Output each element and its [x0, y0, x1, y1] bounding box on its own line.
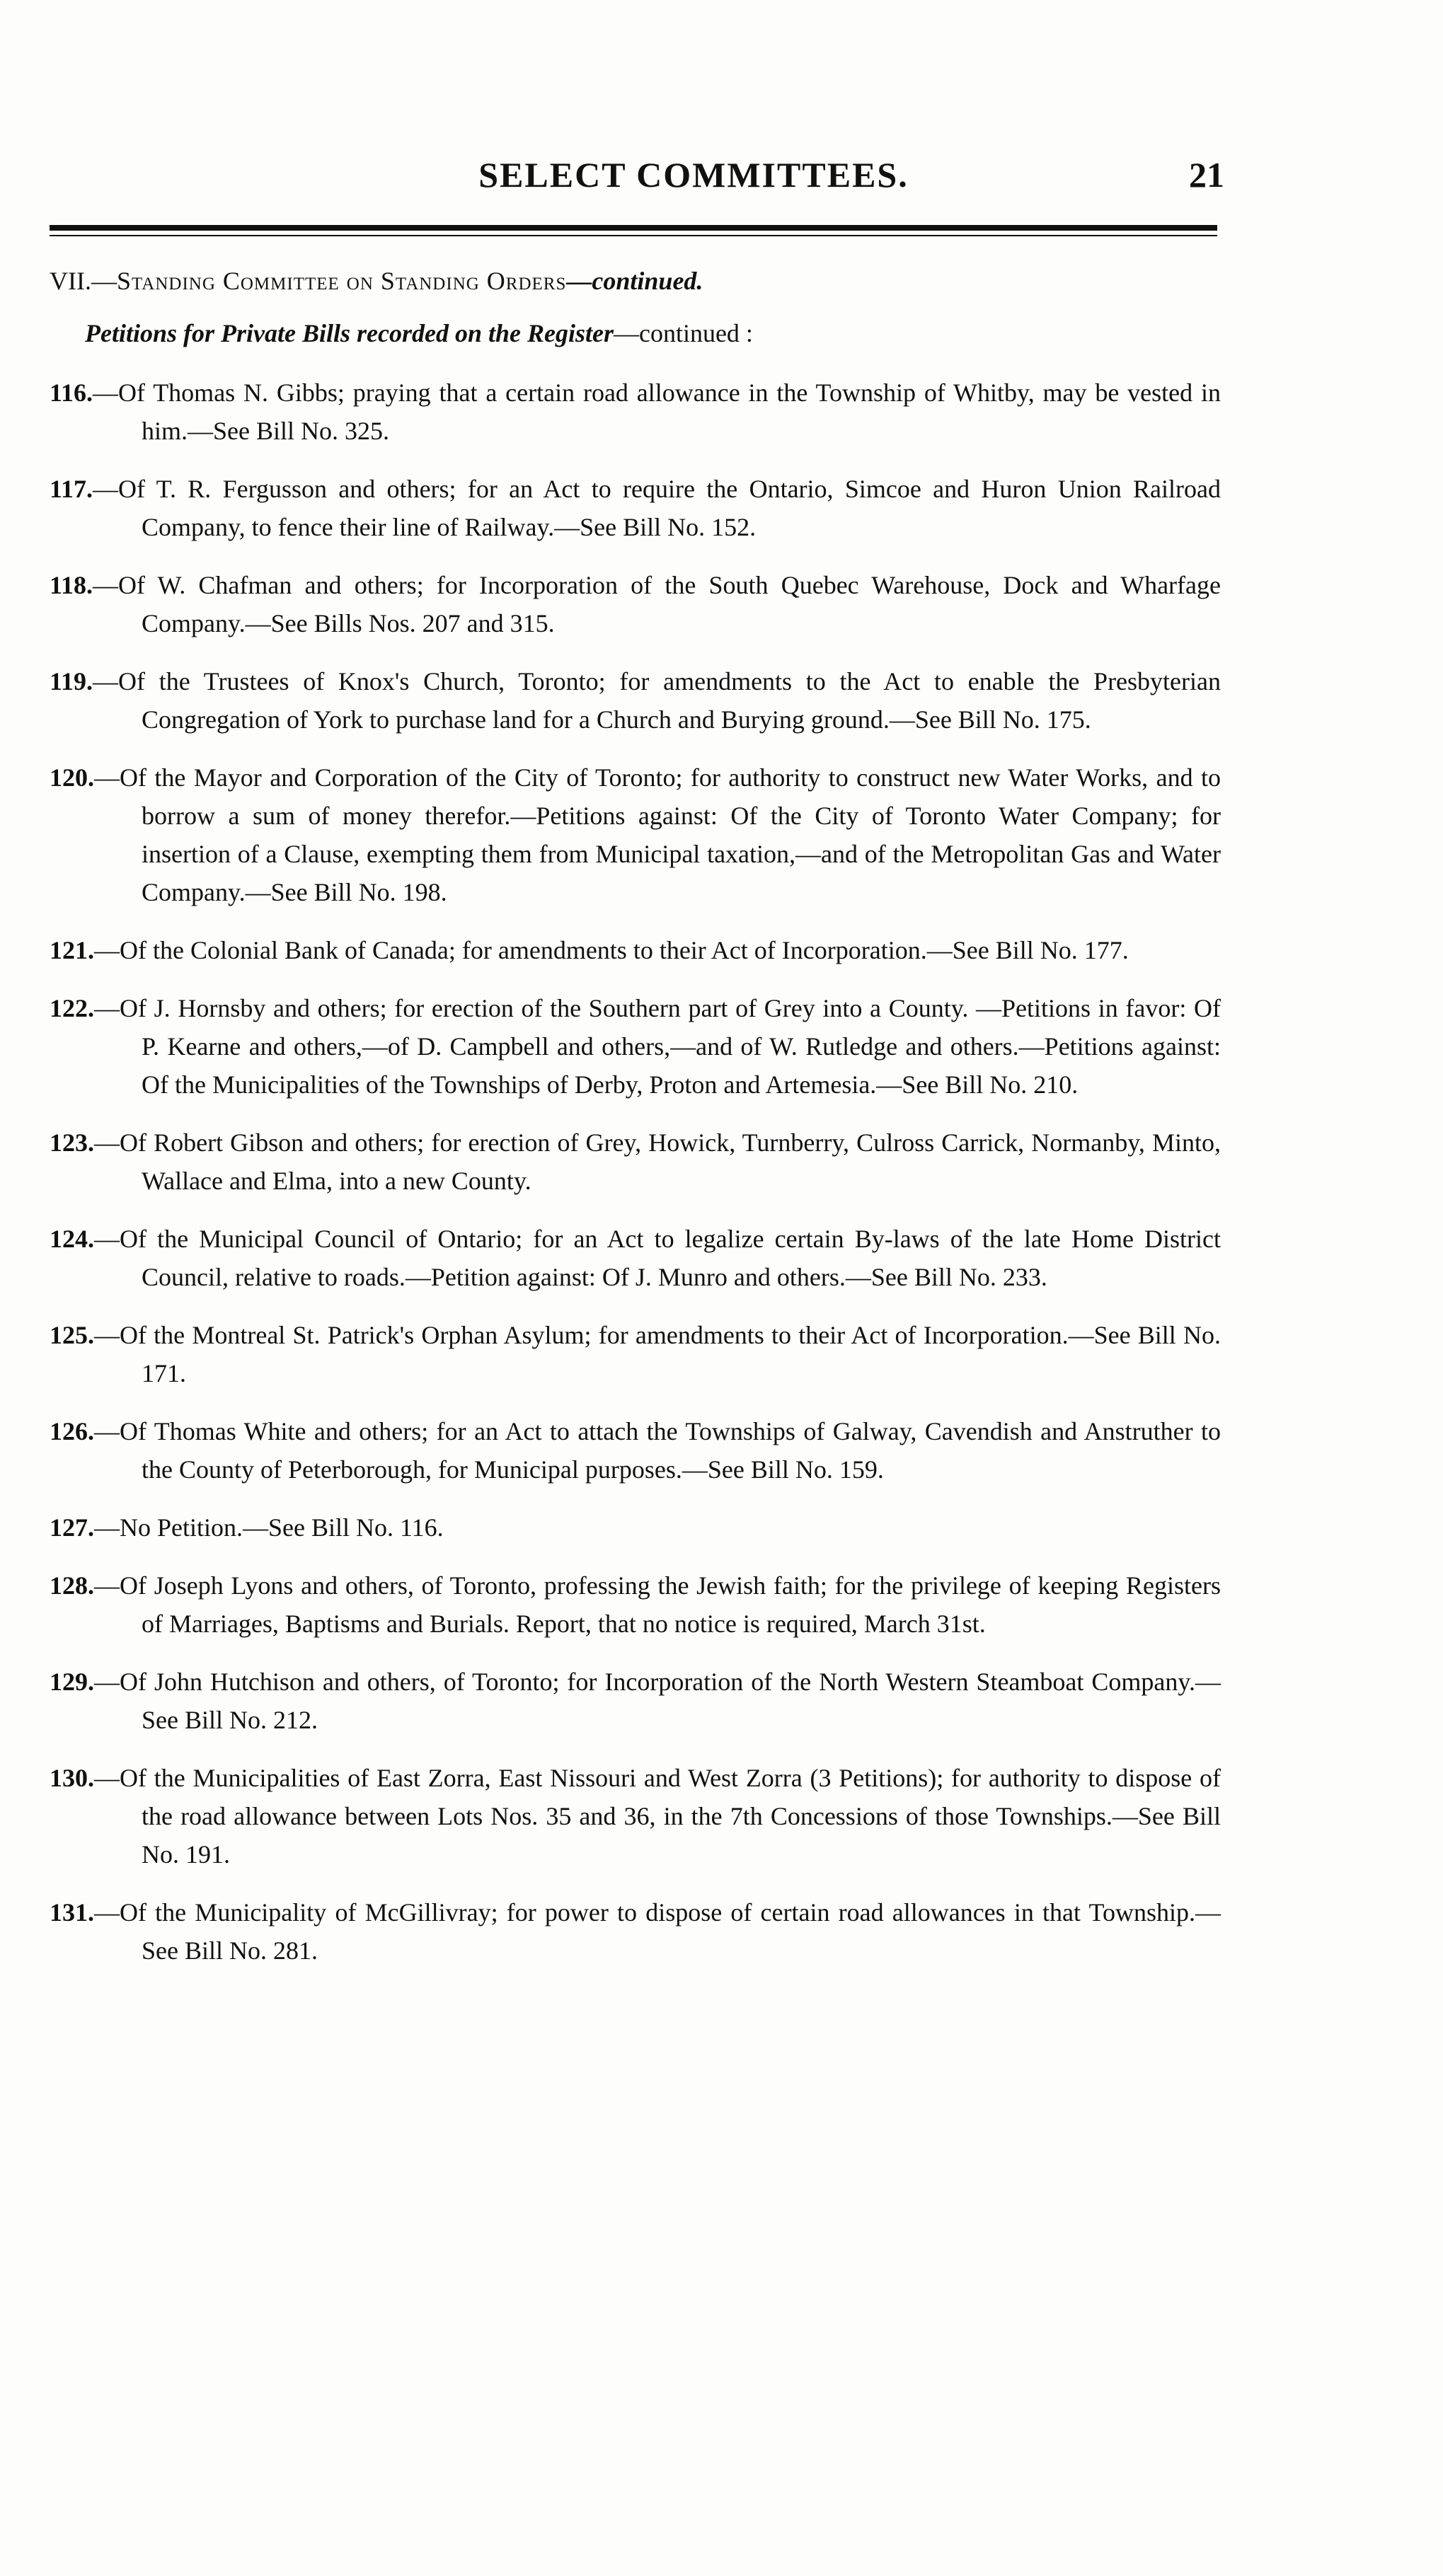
petition-item	[50, 662, 1221, 739]
header-rule-thin	[50, 235, 1217, 236]
petition-text: —Of the Trustees of Knox's Church, Toronto; for amendments to the Act to enable the Presbyterian Congregation of York to purchase land for a Church and Burying ground.—See Bill No. 175.	[93, 667, 1221, 734]
petition-item	[50, 1316, 1221, 1392]
petition-text: —Of J. Hornsby and others; for erection of the Southern part of Grey into a County. —Petitions in favor: Of P. Kearne and others,—of D. Campbell and others,—and of W. Rutledge and others.—Petitions against: Of the Municipalities of the Townships of Derby, Proton and Artemesia.—See Bill No. 210.	[94, 994, 1221, 1099]
petition-item	[50, 1663, 1221, 1739]
petition-text: —Of W. Chafman and others; for Incorporation of the South Quebec Warehouse, Dock and Wharfage Company.—See Bills Nos. 207 and 315.	[93, 571, 1221, 637]
petition-number: 124.	[50, 1225, 94, 1253]
petition-number: 119.	[50, 667, 93, 695]
petition-number: 122.	[50, 994, 94, 1022]
subheading	[85, 314, 1221, 352]
petition-text: —Of the Municipal Council of Ontario; for an Act to legalize certain By-laws of the late Home District Council, relative to roads.—Petition against: Of J. Munro and others.—See Bill No. 233.	[94, 1225, 1221, 1291]
petition-text: —No Petition.—See Bill No. 116.	[94, 1513, 444, 1542]
petition-text: —Of Thomas White and others; for an Act to attach the Townships of Galway, Cavendish and Anstruther to the County of Peterborough, for Municipal purposes.—See Bill No. 159.	[94, 1417, 1221, 1484]
petition-item	[50, 374, 1221, 450]
petition-item	[50, 758, 1221, 911]
petition-item	[50, 566, 1221, 642]
petition-number: 127.	[50, 1513, 94, 1542]
petition-item	[50, 1124, 1221, 1200]
petition-number: 120.	[50, 763, 94, 792]
petition-text: —Of Robert Gibson and others; for erection of Grey, Howick, Turnberry, Culross Carrick, Normanby, Minto, Wallace and Elma, into a new County.	[94, 1128, 1221, 1195]
petition-number: 129.	[50, 1668, 94, 1696]
section-title: Standing Committee on Standing Orders	[116, 267, 567, 295]
petition-item	[50, 1566, 1221, 1643]
subheading-plain: —continued :	[613, 319, 753, 347]
petition-text: —Of the Colonial Bank of Canada; for amendments to their Act of Incorporation.—See Bill No. 177.	[94, 936, 1129, 964]
page-number: 21	[1189, 155, 1224, 195]
petition-text: —Of T. R. Fergusson and others; for an Act to require the Ontario, Simcoe and Huron Union Railroad Company, to fence their line of Railway.—See Bill No. 152.	[93, 475, 1221, 541]
petition-number: 125.	[50, 1321, 94, 1349]
petition-text: —Of the Municipalities of East Zorra, East Nissouri and West Zorra (3 Petitions); for authority to dispose of the road allowance between Lots Nos. 35 and 36, in the 7th Concessions of those Townships.—See Bill No. 191.	[94, 1764, 1221, 1869]
petition-item	[50, 1508, 1221, 1547]
petition-number: 128.	[50, 1571, 94, 1600]
section-heading	[50, 262, 1221, 300]
petition-text: —Of the Mayor and Corporation of the City of Toronto; for authority to construct new Water Works, and to borrow a sum of money therefor.—Petitions against: Of the City of Toronto Water Company; for insertion of a Clause, exempting them from Municipal taxation,—and of the Metropolitan Gas and Water Company.—See Bill No. 198.	[94, 763, 1221, 906]
running-head	[198, 154, 1224, 204]
petition-number: 130.	[50, 1764, 94, 1792]
petition-number: 116.	[50, 379, 93, 407]
petition-item	[50, 470, 1221, 546]
page-content	[50, 262, 1221, 1989]
header-rule-thick	[50, 225, 1217, 231]
petition-item	[50, 1412, 1221, 1489]
subheading-italic: Petitions for Private Bills recorded on the Register	[85, 319, 614, 347]
petition-item	[50, 1893, 1221, 1970]
petition-item	[50, 931, 1221, 969]
section-number: VII.—	[50, 267, 117, 295]
petition-text: —Of Thomas N. Gibbs; praying that a certain road allowance in the Township of Whitby, may be vested in him.—See Bill No. 325.	[93, 379, 1221, 445]
petition-number: 126.	[50, 1417, 94, 1445]
petition-number: 123.	[50, 1128, 94, 1157]
petition-item	[50, 1759, 1221, 1873]
petition-number: 121.	[50, 936, 94, 964]
page-title: SELECT COMMITTEES.	[478, 155, 909, 195]
petition-text: —Of the Municipality of McGillivray; for power to dispose of certain road allowances in that Township.—See Bill No. 281.	[94, 1898, 1221, 1965]
section-continued: —continued.	[566, 267, 703, 295]
petition-text: —Of John Hutchison and others, of Toronto; for Incorporation of the North Western Steamboat Company.—See Bill No. 212.	[94, 1668, 1221, 1734]
petition-number: 131.	[50, 1898, 94, 1927]
petition-text: —Of the Montreal St. Patrick's Orphan Asylum; for amendments to their Act of Incorporation.—See Bill No. 171.	[94, 1321, 1221, 1387]
petition-item	[50, 989, 1221, 1104]
petition-text: —Of Joseph Lyons and others, of Toronto, professing the Jewish faith; for the privilege of keeping Registers of Marriages, Baptisms and Burials. Report, that no notice is required, March 31st.	[94, 1571, 1221, 1638]
petition-number: 117.	[50, 475, 93, 503]
petition-number: 118.	[50, 571, 93, 599]
petition-item	[50, 1220, 1221, 1296]
